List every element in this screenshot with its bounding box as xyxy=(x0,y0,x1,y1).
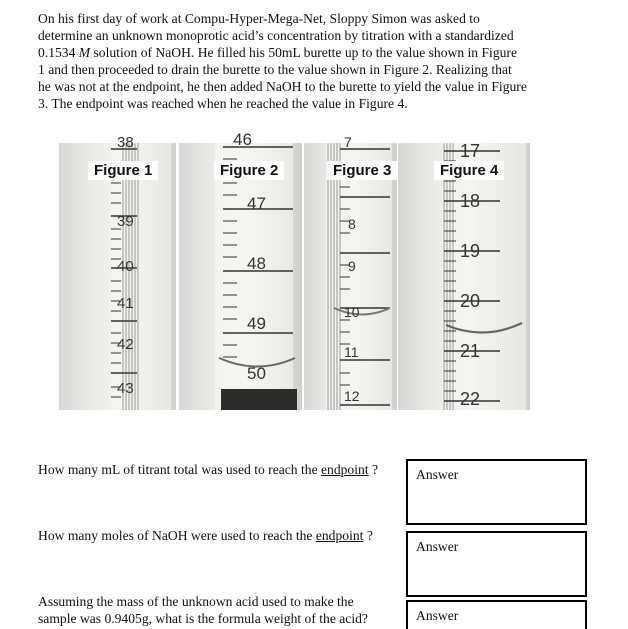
molarity-symbol: M xyxy=(78,45,91,60)
figure-1-tick-label: 38 xyxy=(117,134,134,151)
figure-2-stopcock xyxy=(221,389,297,410)
figure-4-tick-label: 20 xyxy=(460,291,481,311)
intro-line: 0.1534 M solution of NaOH. He filled his 50mL burette up to the value shown in Figure xyxy=(38,45,517,60)
intro-line: 3. The endpoint was reached when he reached the value in Figure 4. xyxy=(38,96,408,111)
endpoint-link[interactable]: endpoint xyxy=(315,528,364,543)
figure-3-tick-label: 7 xyxy=(344,134,352,150)
figure-2-label: Figure 2 xyxy=(214,161,284,180)
question-1: How many mL of titrant total was used to reach the endpoint ? xyxy=(38,462,379,477)
figure-2-tick-label: 46 xyxy=(233,130,252,149)
intro-line: determine an unknown monoprotic acid’s concentration by titration with a standardized xyxy=(38,28,514,43)
figure-4-tick-label: 17 xyxy=(460,141,481,161)
answer-input-2[interactable] xyxy=(406,531,587,597)
figure-3-label: Figure 3 xyxy=(327,161,397,180)
figure-1-tick-label: 39 xyxy=(117,213,134,230)
answer-input-1[interactable] xyxy=(406,459,587,525)
figure-3-tick-label: 8 xyxy=(348,216,356,232)
figure-3-tick-label: 11 xyxy=(344,344,359,360)
figure-1-tick-label: 40 xyxy=(117,258,134,275)
figure-1-label: Figure 1 xyxy=(88,161,158,180)
figure-2-tick-label: 48 xyxy=(247,254,266,273)
figure-3-tick-label: 10 xyxy=(344,304,360,320)
figure-1-tick-label: 42 xyxy=(117,336,134,353)
figure-1-burette-image xyxy=(59,134,176,410)
figure-3-burette-image xyxy=(304,134,397,410)
answer-placeholder: Answer xyxy=(416,539,459,554)
answer-placeholder: Answer xyxy=(416,467,459,482)
problem-statement xyxy=(38,10,603,112)
figure-4-tick-label: 21 xyxy=(460,341,481,361)
figure-4-tick-label: 18 xyxy=(460,191,481,211)
intro-line: On his first day of work at Compu-Hyper-Mega-Net, Sloppy Simon was asked to xyxy=(38,11,480,26)
figure-1-tick-label: 43 xyxy=(117,380,134,397)
question-3: Assuming the mass of the unknown acid used to make the sample was 0.9405g, what is the formula weight of the acid? xyxy=(38,594,368,626)
endpoint-link[interactable]: endpoint xyxy=(321,462,369,477)
figure-4-tick-label: 22 xyxy=(460,389,481,409)
intro-line: he was not at the endpoint, he then added NaOH to the burette to yield the value in Figure xyxy=(38,79,527,94)
figure-2-tick-label: 50 xyxy=(247,364,266,383)
answer-placeholder: Answer xyxy=(416,608,459,623)
figure-3-tick-label: 12 xyxy=(344,388,360,404)
figure-4-tick-label: 19 xyxy=(460,241,481,261)
figure-2-burette-image xyxy=(179,130,302,410)
figure-4-burette-image xyxy=(398,143,530,410)
figure-2-tick-label: 49 xyxy=(247,314,266,333)
figure-2-tick-label: 47 xyxy=(247,194,266,213)
answer-input-3[interactable] xyxy=(406,600,587,629)
figure-4-label: Figure 4 xyxy=(434,161,504,180)
question-2: How many moles of NaOH were used to reach the endpoint ? xyxy=(38,528,373,543)
figure-3-tick-label: 9 xyxy=(348,258,356,274)
figure-1-tick-label: 41 xyxy=(117,295,134,312)
intro-line: 1 and then proceeded to drain the burette to the value shown in Figure 2. Realizing that xyxy=(38,62,512,77)
